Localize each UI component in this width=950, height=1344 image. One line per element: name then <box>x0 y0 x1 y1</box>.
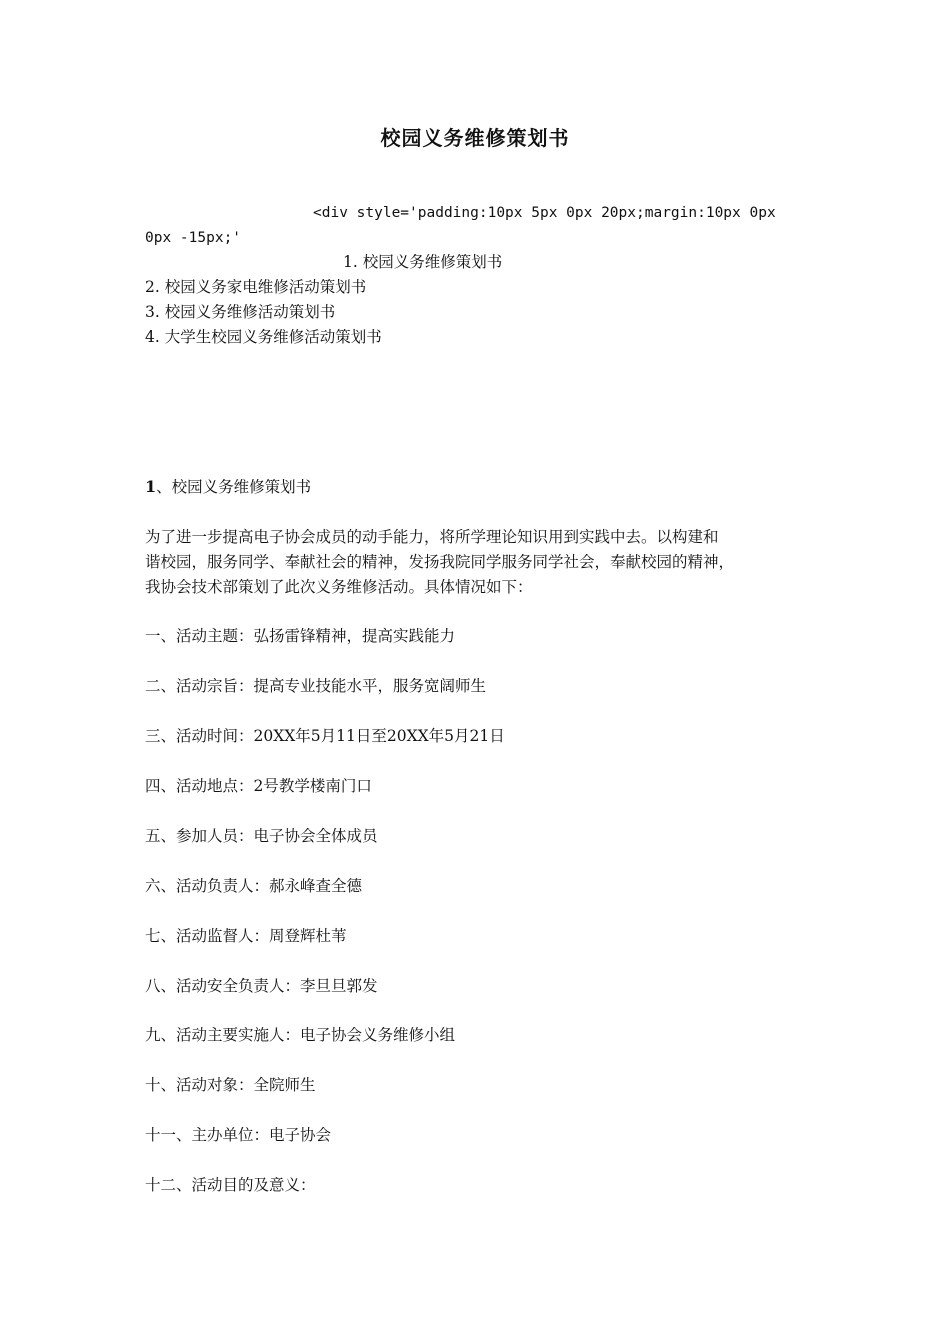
plan-item: 三、活动时间：20XX年5月11日至20XX年5月21日 <box>145 727 505 745</box>
plan-item: 十一、主办单位：电子协会 <box>145 1126 332 1144</box>
code-text-line-1: <div style='padding:10px 5px 0px 20px;margin:10px 0px <box>313 205 776 221</box>
plan-item: 一、活动主题：弘扬雷锋精神，提高实践能力 <box>145 627 456 645</box>
plan-item: 二、活动宗旨：提高专业技能水平，服务宽阔师生 <box>145 677 487 695</box>
plan-item: 五、参加人员：电子协会全体成员 <box>145 827 378 845</box>
toc-item-4: 4. 大学生校园义务维修活动策划书 <box>145 328 382 346</box>
plan-item: 十、活动对象：全院师生 <box>145 1076 316 1094</box>
toc-item-1: 1. 校园义务维修策划书 <box>343 253 503 271</box>
section-title: 、校园义务维修策划书 <box>156 478 312 496</box>
plan-item: 四、活动地点：2号教学楼南门口 <box>145 777 372 795</box>
code-text-line-2: 0px -15px;' <box>145 230 242 246</box>
plan-item: 九、活动主要实施人：电子协会义务维修小组 <box>145 1026 456 1044</box>
plan-item: 七、活动监督人：周登辉杜苇 <box>145 927 347 945</box>
section-heading <box>145 477 311 497</box>
plan-item: 十二、活动目的及意义： <box>145 1176 316 1194</box>
intro-paragraph-line-2: 谐校园，服务同学、奉献社会的精神，发扬我院同学服务同学社会，奉献校园的精神， <box>145 553 735 571</box>
toc-item-2: 2. 校园义务家电维修活动策划书 <box>145 278 367 296</box>
document-title: 校园义务维修策划书 <box>380 126 570 150</box>
intro-paragraph-line-3: 我协会技术部策划了此次义务维修活动。具体情况如下： <box>145 578 533 596</box>
intro-paragraph-line-1: 为了进一步提高电子协会成员的动手能力，将所学理论知识用到实践中去。以构建和 <box>145 528 719 546</box>
section-number: 1 <box>145 477 157 496</box>
plan-item: 六、活动负责人：郝永峰查全德 <box>145 877 363 895</box>
plan-item: 八、活动安全负责人：李旦旦郭发 <box>145 977 378 995</box>
toc-item-3: 3. 校园义务维修活动策划书 <box>145 303 336 321</box>
